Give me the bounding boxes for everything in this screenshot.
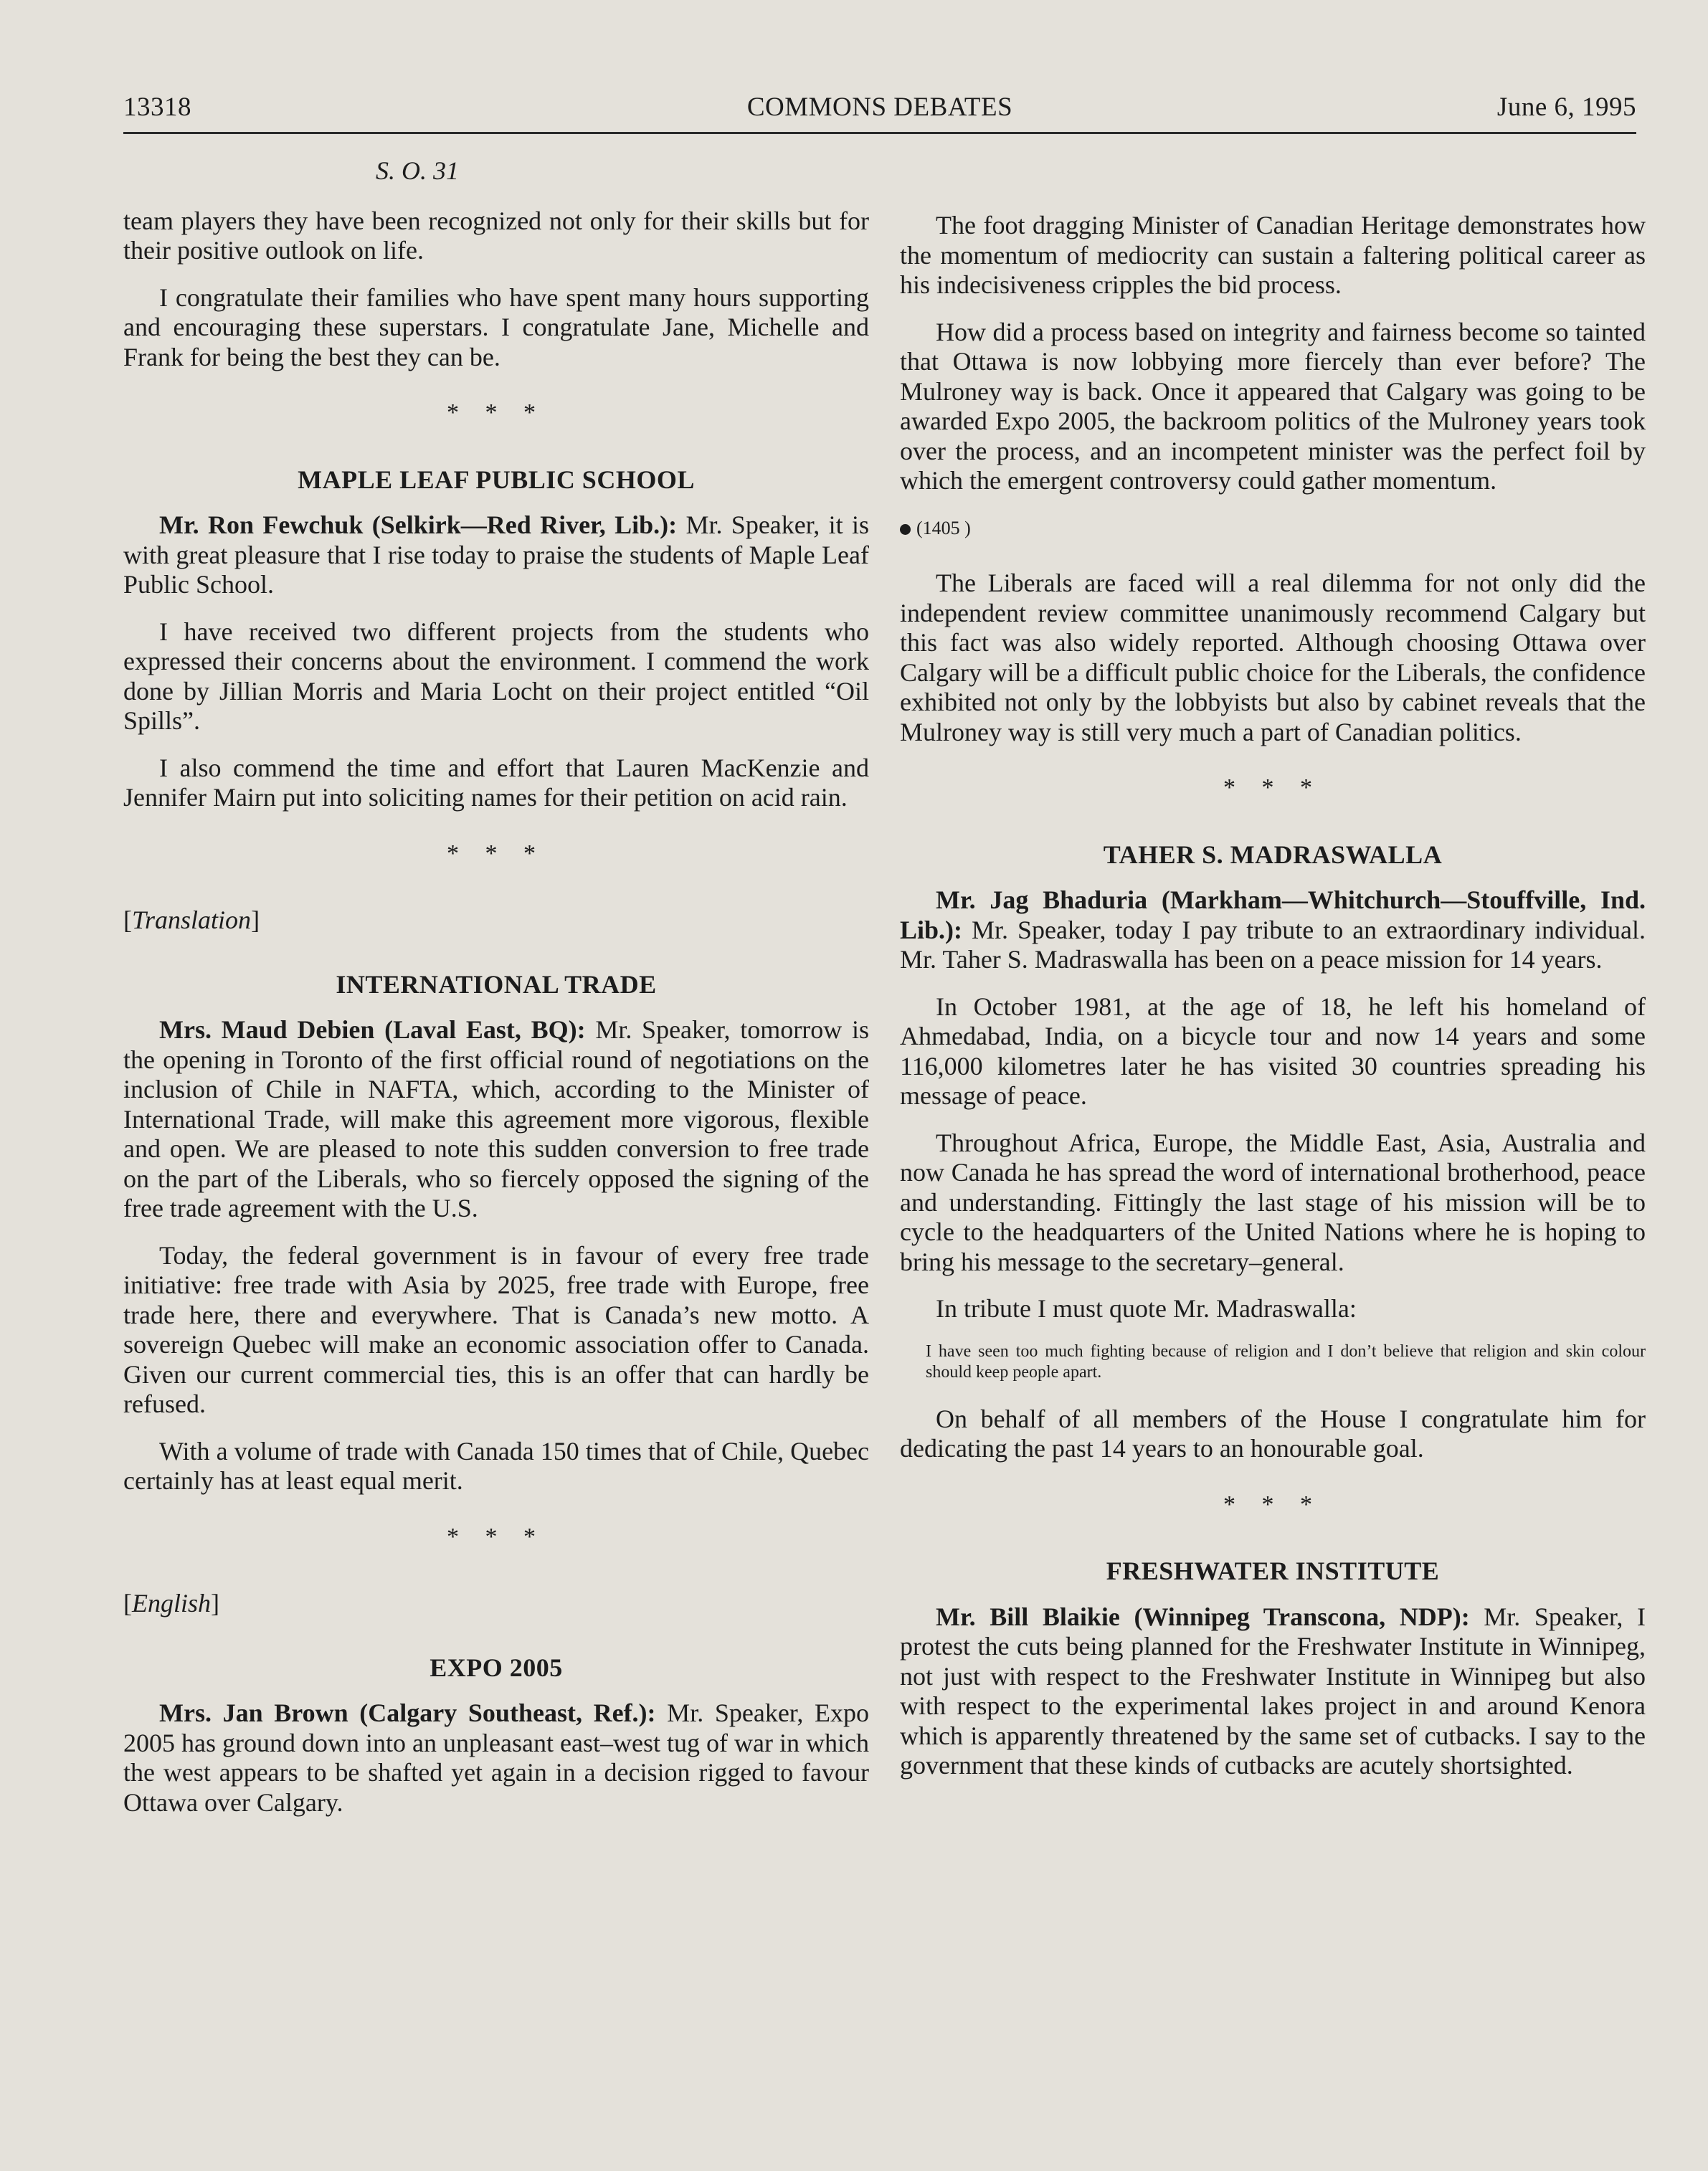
section-label: S. O. 31	[376, 156, 459, 185]
speaker-name: Mrs. Maud Debien (Laval East, BQ):	[159, 1015, 586, 1044]
statement-paragraph	[900, 1602, 1646, 1781]
language-marker: [English]	[123, 1589, 220, 1617]
speaker-name: Mr. Jag Bhaduria (Markham—Whitchurch—Stouffville, Ind. Lib.):	[900, 885, 1646, 944]
language-marker: [Translation]	[123, 906, 260, 934]
statement-heading: TAHER S. MADRASWALLA	[1103, 840, 1443, 869]
paragraph: In October 1981, at the age of 18, he left his homeland of Ahmedabad, India, on a bicycle tour and now 14 years and some 116,000 kilometres later he has visited 30 countries spreading his message of peace.	[900, 992, 1646, 1110]
section-separator: * * *	[447, 1523, 546, 1550]
paragraph: Throughout Africa, Europe, the Middle East, Asia, Australia and now Canada he has spread the word of international brotherhood, peace and understanding. Fittingly the last stage of his mission will be to cycle to the headquarters of the United Nations where he is hoping to bring his message to the secretary–general.	[900, 1128, 1646, 1276]
statement-heading: INTERNATIONAL TRADE	[336, 969, 657, 999]
paragraph: The foot dragging Minister of Canadian Heritage demonstrates how the momentum of mediocrity can sustain a faltering political career as his indecisiveness cripples the bid process.	[900, 211, 1646, 299]
statement-paragraph	[123, 1699, 869, 1818]
paragraph: With a volume of trade with Canada 150 times that of Chile, Quebec certainly has at least equal merit.	[123, 1436, 869, 1495]
paragraph: On behalf of all members of the House I congratulate him for dedicating the past 14 years to an honourable goal.	[900, 1404, 1646, 1463]
statement-text: Mr. Speaker, Expo 2005 has ground down into an unpleasant east–west tug of war in which the west appears to be shafted yet again in a decision rigged to favour Ottawa over Calgary.	[123, 1699, 869, 1817]
speaker-name: Mr. Bill Blaikie (Winnipeg Transcona, NDP):	[936, 1602, 1470, 1631]
time-marker: (1405 )	[900, 513, 1646, 543]
statement-paragraph	[123, 510, 869, 600]
paragraph: I have received two different projects from the students who expressed their concerns about the environment. I commend the work done by Jillian Morris and Maria Locht on their project entitled “Oil Spills”.	[123, 617, 869, 735]
statement-text: Mr. Speaker, today I pay tribute to an extraordinary individual. Mr. Taher S. Madraswalla has been on a peace mission for 14 years.	[900, 915, 1646, 974]
paragraph: How did a process based on integrity and fairness become so tainted that Ottawa is now lobbying more fiercely than ever before? The Mulroney way is back. Once it appeared that Calgary was going to be awarded Expo 2005, the backroom politics of the Mulroney years took over the process, and an incompetent minister was the perfect foil by which the emergent controversy could gather momentum.	[900, 317, 1646, 495]
right-column	[900, 211, 1646, 1798]
paragraph: The Liberals are faced will a real dilemma for not only did the independent review committee unanimously recommend Calgary but this fact was also widely reported. Although choosing Ottawa over Calgary will be a difficult public choice for the Liberals, the confidence exhibited not only by the lobbyists but also by cabinet reveals that the Mulroney way is still very much a part of Canadian politics.	[900, 569, 1646, 746]
section-separator: * * *	[1223, 1491, 1322, 1518]
publication-date: June 6, 1995	[1496, 92, 1636, 122]
paragraph: In tribute I must quote Mr. Madraswalla:	[936, 1294, 1357, 1323]
page-number: 13318	[123, 92, 191, 122]
statement-heading: EXPO 2005	[430, 1653, 563, 1682]
section-separator: * * *	[447, 399, 546, 426]
statement-paragraph	[123, 1015, 869, 1224]
block-quote: I have seen too much fighting because of religion and I don’t believe that religion and skin colour should keep people apart.	[926, 1341, 1646, 1382]
publication-title: COMMONS DEBATES	[746, 92, 1013, 122]
paragraph: I also commend the time and effort that Lauren MacKenzie and Jennifer Mairn put into soliciting names for their petition on acid rain.	[123, 753, 869, 812]
section-separator: * * *	[447, 840, 546, 867]
bullet-icon	[900, 524, 911, 535]
speaker-name: Mr. Ron Fewchuk (Selkirk—Red River, Lib.):	[159, 510, 678, 539]
statement-heading: FRESHWATER INSTITUTE	[1106, 1557, 1440, 1585]
paragraph: I congratulate their families who have spent many hours supporting and encouraging these superstars. I congratulate Jane, Michelle and Frank for being the best they can be.	[123, 282, 869, 371]
statement-text: Mr. Speaker, it is with great pleasure that I rise today to praise the students of Maple Leaf Public School.	[123, 510, 870, 599]
statement-text: Mr. Speaker, I protest the cuts being planned for the Freshwater Institute in Winnipeg, not just with respect to the Freshwater Institute in Winnipeg but also with respect to the experimental lakes project in and around Kenora which is apparently threatened by the same set of cutbacks. I say to the government that these kinds of cutbacks are acutely shortsighted.	[900, 1602, 1646, 1780]
paragraph: Today, the federal government is in favour of every free trade initiative: free trade with Asia by 2025, free trade with Europe, free trade here, there and everywhere. That is Canada’s new motto. A sovereign Quebec will make an economic association offer to Canada. Given our current commercial ties, this is an offer that can hardly be refused.	[123, 1240, 869, 1418]
section-separator: * * *	[1223, 774, 1322, 801]
statement-heading: MAPLE LEAF PUBLIC SCHOOL	[298, 465, 695, 494]
speaker-name: Mrs. Jan Brown (Calgary Southeast, Ref.):	[159, 1699, 656, 1727]
running-header	[123, 87, 1636, 134]
statement-text: Mr. Speaker, tomorrow is the opening in Toronto of the first official round of negotiations on the inclusion of Chile in NAFTA, which, according to the Minister of International Trade, will make this agreement more vigorous, flexible and open. We are pleased to note this sudden conversion to free trade on the part of the Liberals, who so fiercely opposed the signing of the free trade agreement with the U.S.	[123, 1015, 869, 1222]
statement-paragraph	[900, 885, 1646, 975]
paragraph: team players they have been recognized not only for their skills but for their positive outlook on life.	[123, 206, 869, 265]
left-column	[123, 156, 869, 1835]
